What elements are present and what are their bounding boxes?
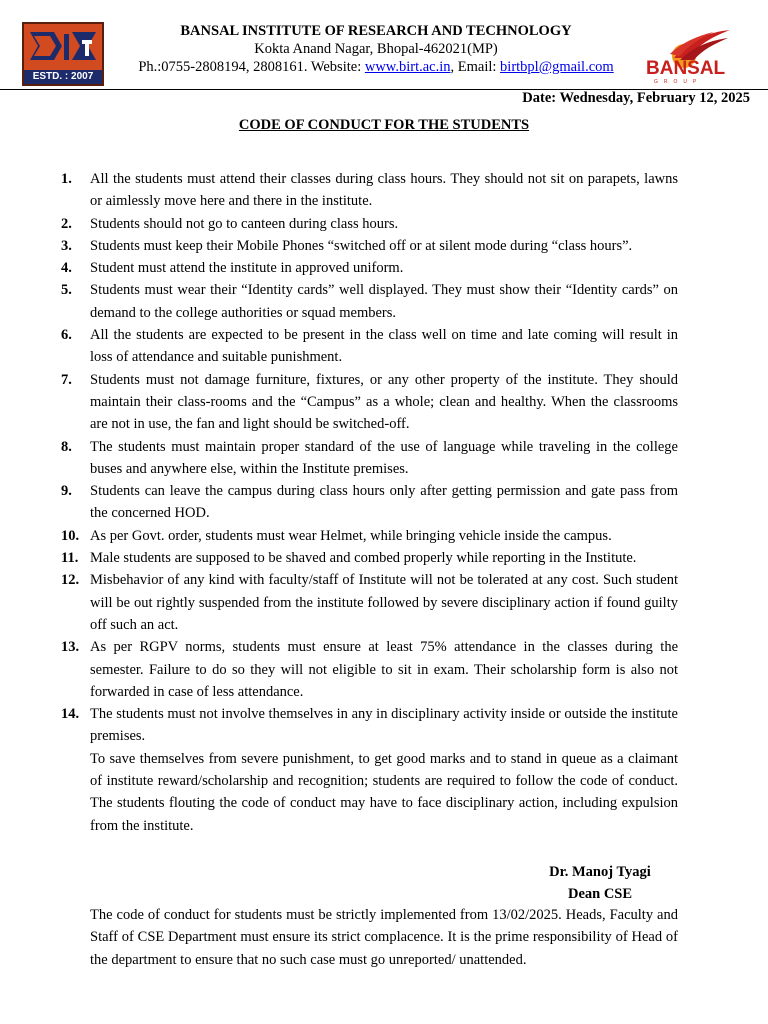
item-text: Misbehavior of any kind with faculty/staff of Institute will not be tolerated at any cost. Such student will be out rightly suspended from the institute followed by severe disciplinary action if found guilty off such an act.: [90, 572, 678, 633]
item-text: All the students are expected to be present in the class well on time and late coming will result in loss of attendance and suitable punishment.: [90, 327, 678, 366]
item-number: 13.: [61, 639, 80, 656]
signatory-designation: Dean CSE: [567, 886, 633, 902]
item-text: The students must not involve themselves in any in disciplinary activity inside or outside the institute premises.: [90, 706, 678, 745]
group-wordmark: GROUP: [654, 79, 703, 85]
item-number: 2.: [61, 215, 72, 232]
item-text: All the students must attend their classes during class hours. They should not sit on parapets, lawns or aimlessly move here and there in the institute.: [90, 171, 678, 210]
item-number: 1.: [61, 171, 72, 187]
implementation-note: The code of conduct for students must be strictly implemented from 13/02/2025. Heads, Faculty and Staff of CSE Department must ensure its strict complacence. It is the prime responsibility of Head of the department to ensure that no such case must go unreported/ unattended.: [90, 907, 678, 968]
item-text: Students must wear their “Identity cards” well displayed. They must show their “Identity cards” on demand to the college authorities or squad members.: [90, 282, 678, 321]
list-item: [61, 480, 678, 525]
list-item: [61, 257, 678, 279]
list-item: [61, 636, 678, 703]
bansal-group-logo: [644, 28, 732, 90]
document-title: CODE OF CONDUCT FOR THE STUDENTS: [238, 117, 530, 133]
item-number: 3.: [61, 237, 72, 254]
item-text: The students must maintain proper standard of the use of language while traveling in the college buses and anywhere else, within the Institute premises.: [90, 438, 678, 477]
item-text: As per RGPV norms, students must ensure at least 75% attendance in the classes during the semester. Failure to do so they will not eligible to sit in exam. Their scholarship form is also not forwarded in case of less attendance.: [90, 639, 678, 700]
item-number: 7.: [61, 371, 72, 388]
item-number: 9.: [61, 483, 72, 500]
list-item: [61, 168, 678, 213]
letterhead: [110, 22, 642, 76]
item-number: 10.: [61, 527, 80, 544]
contact-line: [110, 58, 642, 76]
list-item: [61, 213, 678, 235]
phone-text: Ph.:0755-2808194, 2808161. Website:: [138, 59, 365, 75]
list-item: [61, 525, 678, 547]
item-number: 6.: [61, 327, 72, 344]
institute-logo: [22, 22, 104, 86]
item-number: 4.: [61, 260, 72, 277]
email-label: , Email:: [450, 59, 501, 75]
item-number: 14.: [61, 706, 80, 723]
item-text: Students must not damage furniture, fixtures, or any other property of the institute. They should maintain their class-rooms and the “Campus” as a whole; clean and healthy. When the classrooms are not in use, the fan and light should be switched-off.: [90, 371, 678, 433]
item-text: Students must keep their Mobile Phones “switched off or at silent mode during “class hours”.: [90, 237, 633, 254]
list-item: [61, 279, 678, 324]
list-item: [61, 369, 678, 436]
list-item: [61, 703, 678, 748]
list-item: [61, 547, 678, 569]
item-number: 11.: [61, 550, 79, 567]
rules-list: [61, 168, 678, 837]
item-text: As per Govt. order, students must wear Helmet, while bringing vehicle inside the campus.: [90, 527, 612, 544]
item-number: 12.: [61, 572, 80, 589]
bansal-wordmark: BANSAL: [646, 58, 726, 79]
established-label: ESTD. : 2007: [24, 70, 102, 84]
signatory-name: Dr. Manoj Tyagi: [549, 864, 651, 880]
list-item: [61, 569, 678, 636]
signature-block: [520, 861, 680, 905]
item-text: Male students are supposed to be shaved and combed properly while reporting in the Institute.: [90, 550, 637, 567]
birt-logo-icon: [24, 24, 102, 70]
item-number: 5.: [61, 282, 72, 299]
document-date: Date: Wednesday, February 12, 2025: [522, 90, 750, 106]
closing-paragraph: To save themselves from severe punishment, to get good marks and to stand in queue as a claimant of institute reward/scholarship and recognition; students are required to follow the code of conduct. The students flouting the code of conduct may have to face disciplinary action, including expulsion from the institute.: [90, 750, 678, 834]
item-number: 8.: [61, 438, 72, 455]
list-item: [61, 235, 678, 257]
list-item: [61, 436, 678, 481]
institute-address: Kokta Anand Nagar, Bhopal-462021(MP): [254, 41, 498, 57]
email-link[interactable]: birtbpl@gmail.com: [500, 59, 614, 75]
institute-name: BANSAL INSTITUTE OF RESEARCH AND TECHNOLOGY: [180, 23, 572, 39]
list-item: [61, 324, 678, 369]
item-text: Students should not go to canteen during class hours.: [90, 215, 399, 232]
item-text: Student must attend the institute in approved uniform.: [90, 260, 404, 277]
item-text: Students can leave the campus during class hours only after getting permission and gate pass from the concerned HOD.: [90, 483, 678, 522]
website-link[interactable]: www.birt.ac.in: [364, 59, 451, 75]
